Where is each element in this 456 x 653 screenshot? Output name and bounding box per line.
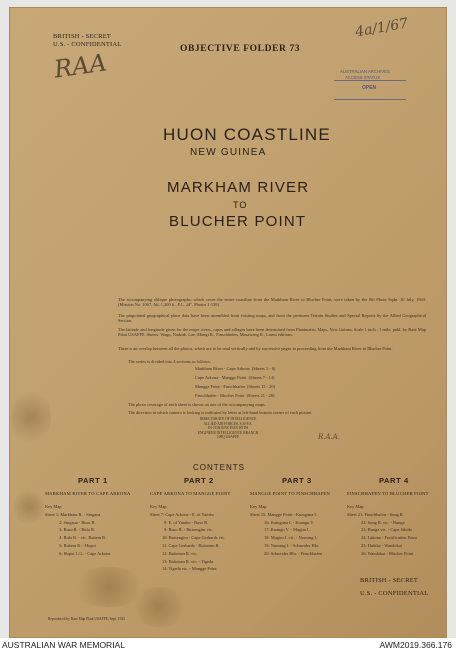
- title-blucher-point: BLUCHER POINT: [169, 213, 307, 230]
- paragraph-sections-intro: The series is divided into 4 sections as follows:: [128, 359, 211, 364]
- classification-line: BRITISH - SECRET: [53, 33, 112, 40]
- folder-title: OBJECTIVE FOLDER 73: [180, 44, 301, 54]
- part-1-list: [45, 503, 110, 558]
- list-item: 12: Buloeum R. vic.: [162, 550, 198, 556]
- directorate-line: DIRECTORATE OF INTELLIGENCE: [199, 417, 257, 421]
- key-map-label: Key Map: [45, 504, 62, 509]
- key-map-label: Key Map: [150, 504, 167, 509]
- caption-source: AUSTRALIAN WAR MEMORIAL: [2, 640, 125, 650]
- list-item: 18: Mugim I. vic. - Nuosing I.: [264, 535, 318, 541]
- list-item: 17: Kuangu V. - Mugim I.: [264, 527, 310, 533]
- list-item: 20: Schneider Hbr. - Finschhafen: [264, 550, 323, 556]
- part-2-subtitle: CAPE ARKONA TO MANGGE POINT: [150, 491, 231, 496]
- paragraph-coverage: The photo coverage of each sheet is shown on one of the accompanying maps.: [128, 402, 266, 407]
- handwritten-reference: 4a/1/67: [354, 15, 410, 41]
- caption-bar: [0, 638, 456, 653]
- directorate-block: [196, 417, 260, 440]
- list-item: Sheet 15: Mangge Point - Kuinguna I.: [250, 511, 317, 517]
- list-item: 19: Nuosing I. - Schneider Hbr.: [264, 542, 320, 548]
- part-3-subtitle: MANGGE POINT TO FINSCHHAFEN: [250, 491, 331, 496]
- title-markham-river: MARKHAM RIVER: [167, 179, 310, 196]
- paragraph-coordinates: The latitude and longitude given for the major rivers, capes and villages have been determined from Planimetric Maps, New Guinea, Scale 1 inch : 1 mile, publ. by Base Map Plant USAFFE. Sheets: Wagu, Nadzab, Lae, Mongi R., Finschhafen, Masaweng R., Latest editions.: [118, 327, 426, 338]
- list-item: 26: Wandokai - Blucher Point: [361, 550, 414, 556]
- classification-top: [53, 33, 121, 49]
- stain: [129, 587, 189, 627]
- directorate-line: IN CONJUNCTION WITH: [207, 426, 249, 431]
- part-4-list: [347, 503, 417, 558]
- paragraph-direction: The direction in which camera is looking is indicated by letter at left-hand bottom corner of each picture.: [128, 410, 313, 415]
- section-line: Markham River - Cape Arkona (Sheets 1 - 6): [195, 366, 276, 371]
- part-2-list: [150, 503, 225, 573]
- list-item: Sheet 7: Cape Arkona - E. of Yambo: [150, 511, 215, 517]
- directorate-line: ENGINEER INTELLIGENCE BRANCH: [197, 430, 259, 435]
- part-2-title: PART 2: [184, 476, 214, 485]
- stain: [11, 387, 51, 447]
- signature: R.A.A.: [318, 433, 341, 441]
- section-line: Cape Arkona - Mangge Point (Sheets 7 - 14): [195, 375, 275, 380]
- directorate-line: ALLIED AIR FORCES, S.W.P.A.: [203, 421, 253, 426]
- caption-accession: AWM2019.366.176: [379, 640, 452, 650]
- list-item: Sheet 21: Finschhafen - Song R.: [347, 511, 404, 517]
- list-item: 10: Buisengim - Cape Gerhards vic.: [162, 535, 226, 541]
- directorate-line: GHQ USAFFE: [216, 435, 240, 440]
- part-4-title: PART 4: [379, 476, 409, 485]
- list-item: 9: Buso R. - Buisengim vic.: [164, 527, 213, 533]
- list-item: 2: Singaua - Busu R.: [59, 519, 96, 525]
- section-line: Mangge Point - Finschhafen (Sheets 15 - 20): [195, 384, 276, 389]
- classification-line: U.S. - CONFIDENTIAL: [53, 41, 122, 48]
- list-item: 3: Busu R. - Bulu R.: [59, 527, 95, 533]
- reproduction-note: Reproduced by Base Map Plant USAFFE, Sept. 1943: [48, 617, 125, 621]
- paragraph-place-data: The pinpointed geographical place data have been assembled from existing maps, and from the pertinent Terrain Studies and Special Reports by the Allied Geographical Section.: [118, 313, 426, 324]
- stain: [14, 487, 44, 527]
- classification-bottom: [360, 574, 428, 600]
- contents-heading: CONTENTS: [193, 463, 245, 472]
- stamp-line2: ACCESS STATUS: [345, 75, 381, 80]
- paragraph-photos: The accompanying oblique photographs, which cover the entire coastline from the Markham River to Blucher Point, were taken by the 8th Photo Sqdn. 10 July, 1943. (Mission No. 1067, Alt. 1,200 ft., F.L. 24", Photos 1-139).: [118, 297, 426, 308]
- list-item: Sheet 1: Markham R. - Singaua: [45, 511, 101, 517]
- stamp-line1: AUSTRALIAN ARCHIVES: [340, 69, 390, 74]
- part-1-title: PART 1: [78, 476, 108, 485]
- key-map-label: Key Map: [250, 504, 267, 509]
- part-4-subtitle: FINSCHHAFEN TO BLUCHER POINT: [347, 491, 429, 496]
- paragraph-overlap: There is an overlap between all the photos, which are to be read vertically and by successive pages in proceeding from the Markham River to Blucher Point.: [118, 346, 393, 351]
- handwritten-initials: RAA: [52, 48, 109, 84]
- key-map-label: Key Map: [347, 504, 364, 509]
- classification-line: U.S. - CONFIDENTIAL: [360, 590, 429, 597]
- list-item: 6: Hopoi L.G. - Cape Arkona: [59, 550, 111, 556]
- list-item: 23: Bunga vic. - Cape Sibida: [361, 527, 412, 533]
- list-item: 14: Tigeda vic. - Mangge Point: [162, 566, 217, 572]
- list-item: 5: Buhem R. - Hopoi: [59, 542, 96, 548]
- list-item: 25: Hubika - Wandokai: [361, 542, 402, 548]
- title-huon-coastline: HUON COASTLINE: [163, 125, 331, 144]
- stamp-value: OPEN: [362, 85, 377, 91]
- title-to: TO: [233, 200, 248, 210]
- classification-line: BRITISH - SECRET: [360, 577, 419, 584]
- list-item: 24: Lakona - Fortification Point: [361, 535, 417, 541]
- list-item: 8: E. of Yambo - Buso R.: [164, 519, 209, 525]
- title-new-guinea: NEW GUINEA: [190, 147, 267, 158]
- list-item: 4: Bulu R. - vic. Buhem R.: [59, 535, 107, 541]
- list-item: 16: Kuinguna I. - Kuangu V.: [264, 519, 314, 525]
- part-1-subtitle: MARKHAM RIVER TO CAPE ARKONA: [45, 491, 131, 496]
- section-line: Finschhafen - Blucher Point (Sheets 21 - 26): [195, 393, 275, 398]
- part-3-list: [250, 503, 322, 558]
- list-item: 13: Buloeum R. vic. - Tigeda: [162, 558, 214, 564]
- list-item: 22: Song R. vic. - Bunga: [361, 519, 405, 525]
- part-3-title: PART 3: [282, 476, 312, 485]
- list-item: 11: Cape Gerhards - Buloeum R.: [162, 542, 220, 548]
